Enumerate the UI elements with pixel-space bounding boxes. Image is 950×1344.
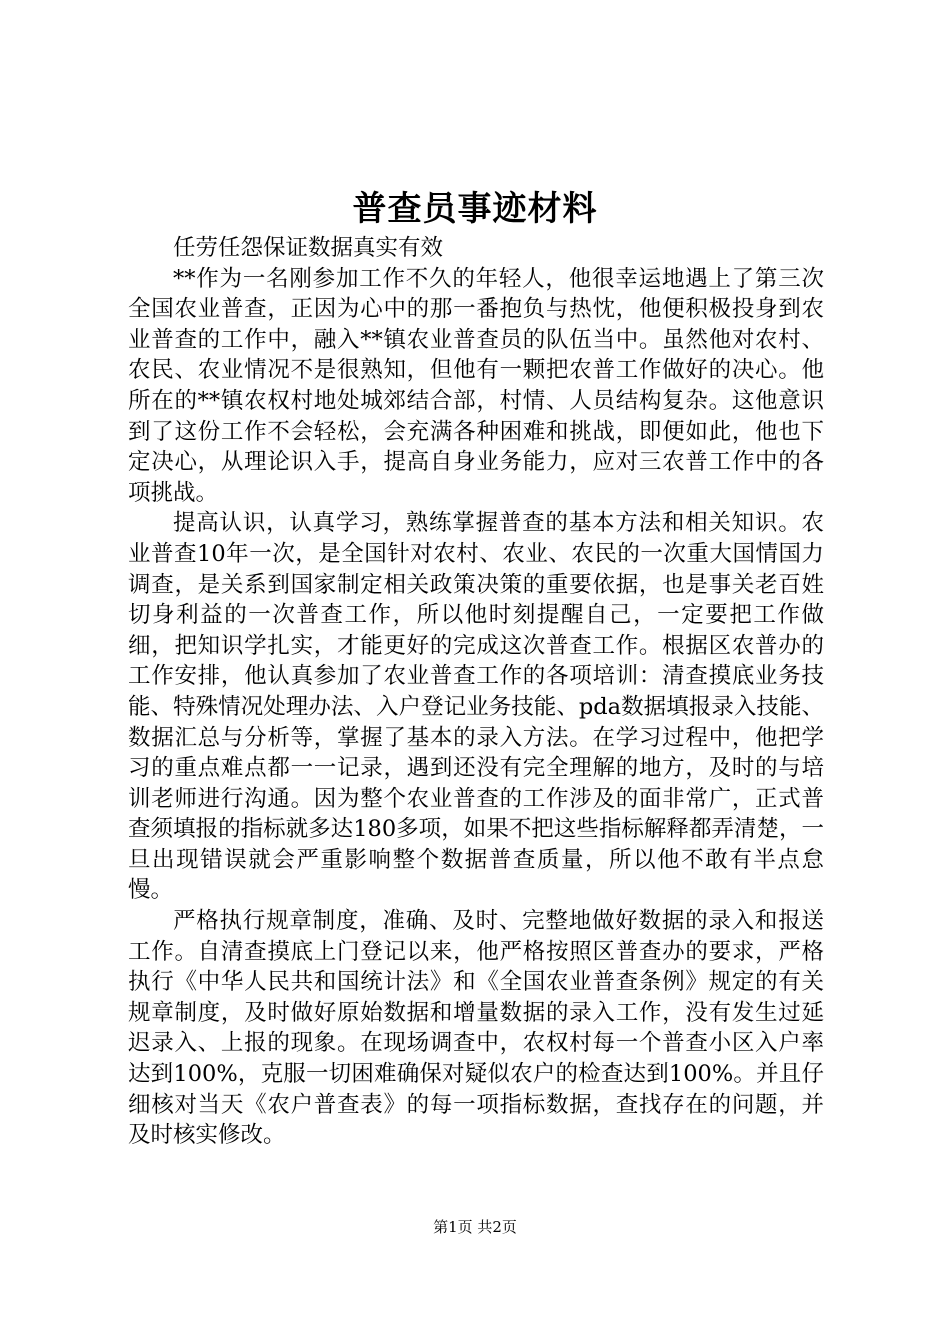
- document-title: 普查员事迹材料: [352, 189, 598, 229]
- paragraph-study: 提高认识，认真学习，熟练掌握普查的基本方法和相关知识。农业普查10年一次，是全国针对农村、农业、农民的一次重大国情国力调查，是关系到国家制定相关政策决策的重要依据，也是事关老百姓切身利益的一次普查工作，所以他时刻提醒自己，一定要把工作做细，把知识学扎实，才能更好的完成这次普查工作。根据区农普办的工作安排，他认真参加了农业普查工作的各项培训：清查摸底业务技能、特殊情况处理办法、入户登记业务技能、pda数据填报录入技能、数据汇总与分析等，掌握了基本的录入方法。在学习过程中，他把学习的重点难点都一一记录，遇到还没有完全理解的地方，及时的与培训老师进行沟通。因为整个农业普查的工作涉及的面非常广，正式普查须填报的指标就多达180多项，如果不把这些指标解释都弄清楚，一旦出现错误就会严重影响整个数据普查质量，所以他不敢有半点怠慢。: [128, 510, 824, 904]
- paragraph-rules: 严格执行规章制度，准确、及时、完整地做好数据的录入和报送工作。自清查摸底上门登记以来，他严格按照区普查办的要求，严格执行《中华人民共和国统计法》和《全国农业普查条例》规定的有关规章制度，及时做好原始数据和增量数据的录入工作，没有发生过延迟录入、上报的现象。在现场调查中，农权村每一个普查小区入户率达到100%，克服一切困难确保对疑似农户的检查达到100%。并且仔细核对当天《农户普查表》的每一项指标数据，查找存在的问题，并及时核实修改。: [128, 908, 824, 1149]
- paragraph-intro: **作为一名刚参加工作不久的年轻人，他很幸运地遇上了第三次全国农业普查，正因为心中的那一番抱负与热忱，他便积极投身到农业普查的工作中，融入**镇农业普查员的队伍当中。虽然他对农村、农民、农业情况不是很熟知，但他有一颗把农普工作做好的决心。他所在的**镇农权村地处城郊结合部，村情、人员结构复杂。这他意识到了这份工作不会轻松，会充满各种困难和挑战，即便如此，他也下定决心，从理论识入手，提高自身业务能力，应对三农普工作中的各项挑战。: [128, 265, 824, 506]
- page-footer: 第1页 共2页: [433, 1218, 517, 1236]
- document-body: [128, 233, 824, 1151]
- paragraph-subtitle: 任劳任怨保证数据真实有效: [173, 235, 444, 261]
